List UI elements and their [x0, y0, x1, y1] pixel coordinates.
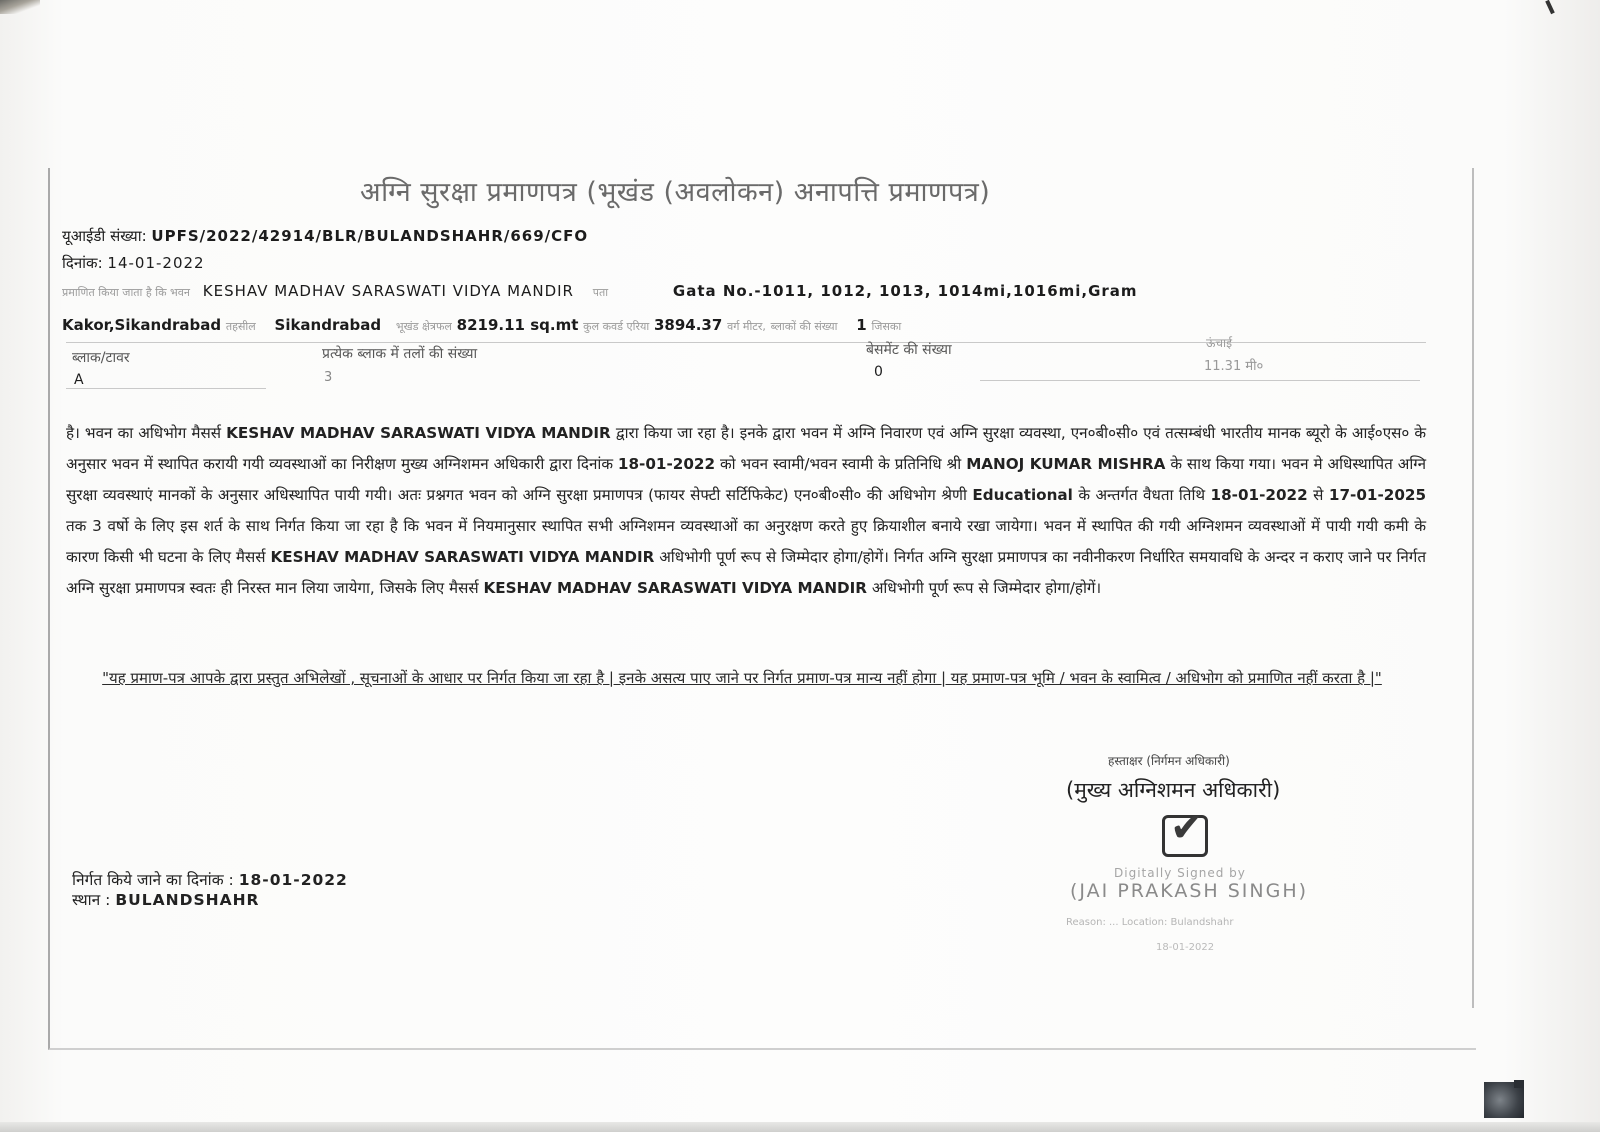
tehsil-label: तहसील	[225, 320, 256, 333]
date-value: 14-01-2022	[107, 254, 205, 272]
issue-date-value: 18-01-2022	[238, 871, 348, 889]
body-text: की अधिभोग श्रेणी	[866, 486, 967, 504]
blocks-suffix: जिसका	[871, 320, 902, 333]
table-bottom-rule-right	[980, 380, 1420, 381]
table-cell-floors: 3	[324, 370, 333, 385]
issue-date-line	[72, 868, 348, 890]
blocks-value: 1	[856, 316, 867, 334]
uid-line	[62, 226, 588, 246]
body-text: है। भवन का अधिभोग मैसर्स	[66, 424, 222, 442]
body-text: से	[1313, 486, 1324, 504]
issue-place-value: BULANDSHAHR	[115, 891, 260, 909]
table-cell-basements: 0	[874, 364, 883, 380]
uid-label: यूआईडी संख्या:	[62, 227, 147, 245]
address-label: पता	[592, 286, 609, 299]
occupant-name: KESHAV MADHAV SARASWATI VIDYA MANDIR	[483, 579, 867, 597]
document-border	[48, 168, 1476, 1050]
plot-area-label: भूखंड क्षेत्रफल	[395, 320, 452, 333]
page-corner-shadow	[0, 0, 40, 14]
issue-place-line	[72, 888, 259, 910]
table-header-basements: बेसमेंट की संख्या	[866, 342, 952, 358]
table-bottom-rule	[66, 388, 266, 389]
occupant-name: KESHAV MADHAV SARASWATI VIDYA MANDIR	[270, 548, 655, 566]
covered-area-unit: वर्ग मीटर,	[727, 320, 766, 333]
certificate-title: अग्नि सुरक्षा प्रमाणपत्र (भूखंड (अवलोकन) अनापत्ति प्रमाणपत्र)	[360, 177, 991, 208]
covered-area-label: कुल कवर्ड एरिया	[583, 320, 650, 333]
table-header-block: ब्लाक/टावर	[72, 350, 130, 366]
document-border-right	[1472, 168, 1474, 1008]
address-value-2: Kakor,Sikandrabad	[62, 316, 222, 334]
body-text: को भवन स्वामी/भवन स्वामी के प्रतिनिधि श्री	[720, 455, 962, 473]
uid-value: UPFS/2022/42914/BLR/BULANDSHAHR/669/CFO	[151, 227, 589, 245]
body-text: मानक ब्यूरो के आई०एस० के अनुसार भवन में स्थापित करायी गयी व्यवस्थाओं का निरीक्षण मुख्य अग्निशमन अधिकारी द्वारा दिनांक	[66, 424, 1427, 473]
occupant-name: KESHAV MADHAV SARASWATI VIDYA MANDIR	[226, 424, 611, 442]
table-cell-block: A	[74, 372, 84, 388]
area-line	[62, 316, 901, 334]
issue-date-label: निर्गत किये जाने का दिनांक :	[72, 871, 234, 889]
disclaimer-notice: "यह प्रमाण-पत्र आपके द्वारा प्रस्तुत अभिलेखों , सूचनाओं के आधार पर निर्गत किया जा रहा है | इनके असत्य पाए जाने पर निर्गत प्रमाण-पत्र मान्य नहीं होगा | यह प्रमाण-पत्र भूमि / भवन के स्वामित्व / अधिभोग को प्रमाणित नहीं करता है |"	[102, 669, 1382, 687]
table-cell-height: 11.31 मी०	[1204, 359, 1264, 374]
valid-from-date: 18-01-2022	[1210, 486, 1308, 504]
address-value: Gata No.-1011, 1012, 1013, 1014mi,1016mi,Gram	[672, 282, 1138, 300]
signature-date: 18-01-2022	[1156, 942, 1215, 953]
certificate-body	[66, 418, 1426, 604]
scan-artifact-tab	[1514, 1080, 1524, 1088]
signature-meta: Reason: ... Location: Bulandshahr	[1066, 917, 1234, 928]
tehsil-value: Sikandrabad	[274, 316, 382, 334]
date-label: दिनांक:	[62, 254, 103, 272]
premises-line	[62, 282, 1138, 300]
check-mark-glyph: ✔	[1170, 805, 1204, 851]
inspection-date: 18-01-2022	[617, 455, 716, 473]
digital-signature-label: Digitally Signed by	[1114, 866, 1246, 880]
premises-name: KESHAV MADHAV SARASWATI VIDYA MANDIR	[202, 282, 574, 300]
body-text: अधिभोगी पूर्ण रूप से जिम्मेदार होगा/होगें। निर्गत अग्नि सुरक्षा प्रमाणपत्र का नवीनीकरण निर्धारित समयावधि के अन्दर न कराए जाने पर निर्गत अग्नि सुरक्षा प्रमाणपत्र स्वतः ही निरस्त मान लिया जायेगा, जिसके लिए मैसर्स	[66, 548, 1427, 597]
plot-area-value: 8219.11 sq.mt	[456, 316, 579, 334]
body-text: द्वारा किया जा रहा है। इनके द्वारा भवन में अग्नि निवारण एवं अग्नि सुरक्षा व्यवस्था, एन०बी०सी० एवं तत्सम्बंधी भारतीय	[615, 424, 1263, 442]
table-header-height: ऊंचाई	[1206, 336, 1233, 350]
body-text: तक 3 वर्षो के लिए इस शर्त के साथ निर्गत किया जा रहा है कि भवन में नियमानुसार स्थापित सभी अग्निशमन व्यवस्थाओं का अनुरक्षण करते हुए क्रियाशील बनाये रखा जायेगा। भवन में स्थापित की गयी अग्निशमन व्यवस्थाओं में पायी गयी कमी के कारण किसी भी घटना के लिए मैसर्स	[66, 517, 1426, 566]
representative-name: MANOJ KUMAR MISHRA	[966, 455, 1166, 473]
issue-place-label: स्थान :	[72, 891, 111, 909]
body-text: के साथ किया गया। भवन मे अधिस्थापित अग्नि सुरक्षा व्यवस्थाएं मानकों के अनुसार अधिस्थापित पायी गयी। अतः प्रश्नगत भवन को अग्नि सुरक्षा प्रमाणपत्र (फायर सेफ्टी सर्टिफिकेट) एन०बी०सी०	[66, 455, 1426, 504]
body-text: अधिभोगी पूर्ण रूप से जिम्मेदार होगा/होगें।	[871, 579, 1102, 597]
body-text: के अन्तर्गत वैधता तिथि	[1078, 486, 1206, 504]
premises-prefix: प्रमाणित किया जाता है कि भवन	[62, 286, 190, 299]
occupancy-category: Educational	[972, 486, 1073, 504]
date-line	[62, 253, 205, 273]
table-header-floors: प्रत्येक ब्लाक में तलों की संख्या	[322, 346, 478, 362]
covered-area-value: 3894.37	[653, 316, 723, 334]
signer-name: (JAI PRAKASH SINGH)	[1070, 880, 1309, 902]
blocks-label: ब्लाकों की संख्या	[770, 320, 838, 333]
page-bottom-edge	[0, 1122, 1600, 1132]
signature-label: हस्ताक्षर (निर्गमन अधिकारी)	[1108, 754, 1230, 768]
signature-designation: (मुख्य अग्निशमन अधिकारी)	[1066, 778, 1281, 802]
valid-to-date: 17-01-2025	[1328, 486, 1427, 504]
